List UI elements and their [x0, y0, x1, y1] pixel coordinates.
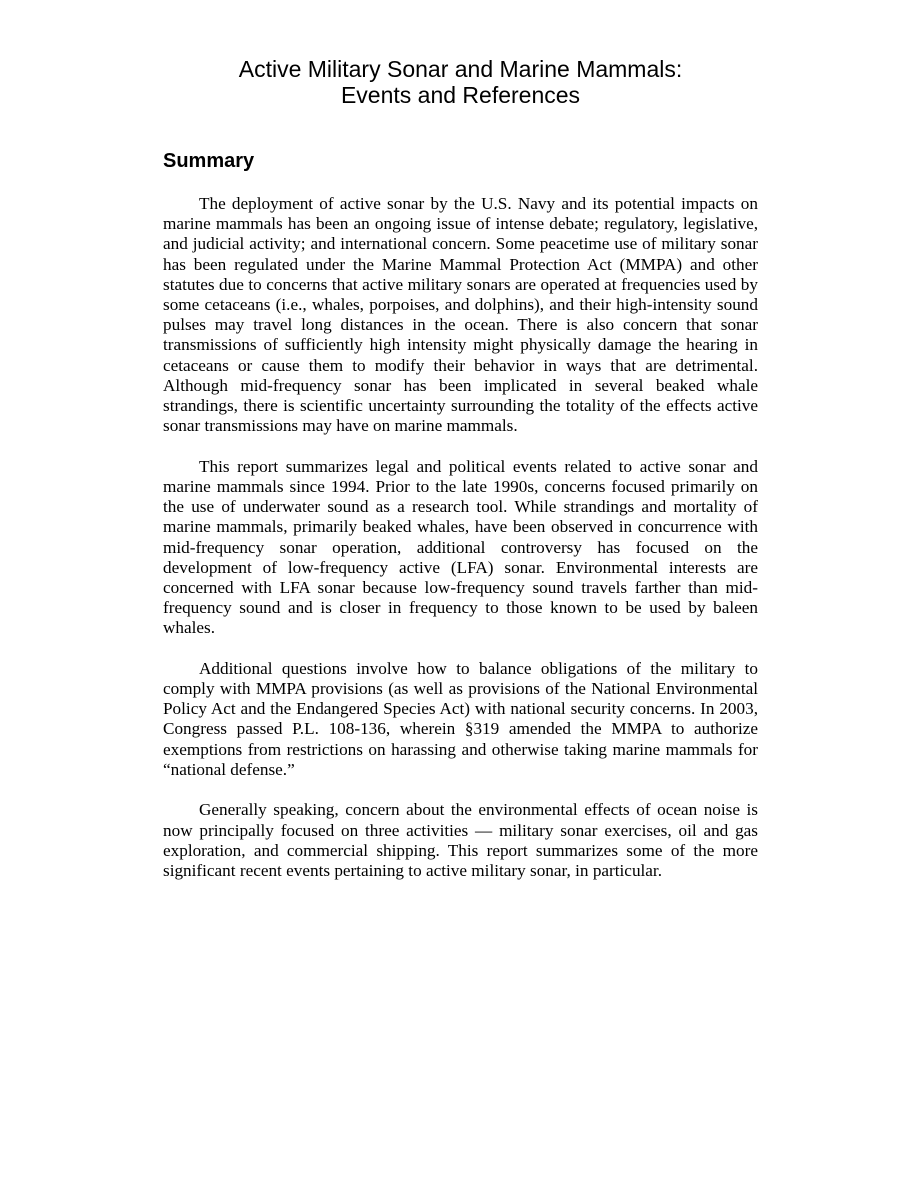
- document-page: [163, 56, 758, 881]
- document-title-line-2: Events and References: [340, 82, 581, 108]
- summary-paragraph-4: Generally speaking, concern about the environmental effects of ocean noise is now principally focused on three activities — military sonar exercises, oil and gas exploration, and commercial shipping. This report summarizes some of the more significant recent events pertaining to active military sonar, in particular.: [163, 800, 758, 880]
- document-title-line-1: Active Military Sonar and Marine Mammals:: [238, 56, 683, 82]
- summary-paragraph-3: Additional questions involve how to balance obligations of the military to comply with MMPA provisions (as well as provisions of the National Environmental Policy Act and the Endangered Species Act) with national security concerns. In 2003, Congress passed P.L. 108-136, wherein §319 amended the MMPA to authorize exemptions from restrictions on harassing and otherwise taking marine mammals for “national defense.”: [163, 658, 758, 779]
- document-title: [163, 56, 758, 108]
- summary-paragraph-1: The deployment of active sonar by the U.S. Navy and its potential impacts on marine mammals has been an ongoing issue of intense debate; regulatory, legislative, and judicial activity; and international concern. Some peacetime use of military sonar has been regulated under the Marine Mammal Protection Act (MMPA) and other statutes due to concerns that active military sonars are operated at frequencies used by some cetaceans (i.e., whales, porpoises, and dolphins), and their high-intensity sound pulses may travel long distances in the ocean. There is also concern that sonar transmissions of sufficiently high intensity might physically damage the hearing in cetaceans or cause them to modify their behavior in ways that are detrimental. Although mid-frequency sonar has been implicated in several beaked whale strandings, there is scientific uncertainty surrounding the totality of the effects active sonar transmissions may have on marine mammals.: [163, 194, 758, 436]
- section-heading-summary: Summary: [163, 150, 255, 172]
- summary-paragraph-2: This report summarizes legal and political events related to active sonar and marine mammals since 1994. Prior to the late 1990s, concerns focused primarily on the use of underwater sound as a research tool. While strandings and mortality of marine mammals, primarily beaked whales, have been observed in concurrence with mid-frequency sonar operation, additional controversy has focused on the development of low-frequency active (LFA) sonar. Environmental interests are concerned with LFA sonar because low-frequency sound travels farther than mid-frequency sound and is closer in frequency to those known to be used by baleen whales.: [163, 456, 758, 638]
